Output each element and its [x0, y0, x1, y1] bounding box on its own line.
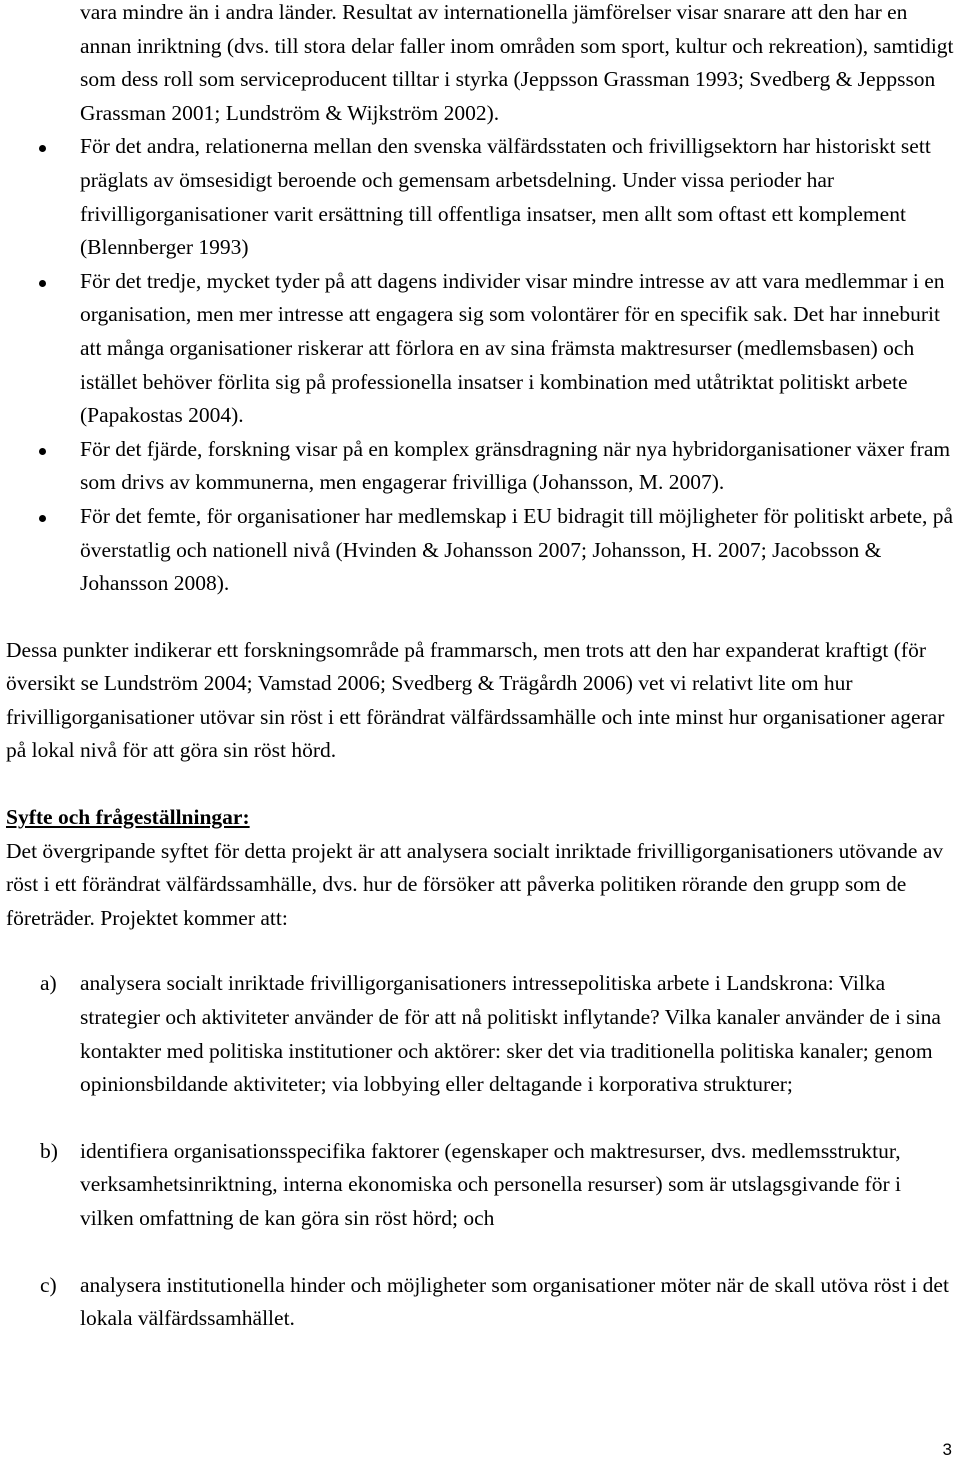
aim-item [6, 1269, 954, 1336]
aim-marker: b) [40, 1138, 58, 1163]
aim-item [6, 967, 954, 1101]
section-heading: Syfte och frågeställningar: [6, 805, 250, 830]
bullet-text: För det tredje, mycket tyder på att dagens individer visar mindre intresse av att vara medlemmar i en organisation, men mer intresse att engagera sig som volontärer för en specifik sak. Det har inneburit att många organisationer riskerar att förlora en av sina främsta maktresurser (medlemsbasen) och istället behöver förlita sig på professionella insatser i kombination med utåtriktat politiskt arbete (Papakostas 2004). [80, 268, 945, 428]
summary-paragraph: Dessa punkter indikerar ett forskningsområde på frammarsch, men trots att den har expanderat kraftigt (för översikt se Lundström 2004; Vamstad 2006; Svedberg & Trägårdh 2006) vet vi relativt lite om hur frivilligorganisationer utövar sin röst i ett förändrat välfärdssamhälle och inte minst hur organisationer agerar på lokal nivå för att göra sin röst hörd. [6, 637, 945, 763]
document-page [6, 0, 954, 1336]
bullet-dot-icon [39, 448, 46, 455]
bullet-text: För det andra, relationerna mellan den svenska välfärdsstaten och frivilligsektorn har historiskt sett präglats av ömsesidigt beroende och gemensam arbetsdelning. Under vissa perioder har frivilligorganisationer varit ersättning till offentliga insatser, men allt som oftast ett komplement (Blennberger 1993) [80, 134, 931, 260]
bullet-text: För det femte, för organisationer har medlemskap i EU bidragit till möjligheter för politiskt arbete, på överstatlig och nationell nivå (Hvinden & Johansson 2007; Johansson, H. 2007; Jacobsson & Johansson 2008). [80, 503, 954, 596]
bullet-item [6, 433, 954, 500]
bullet-item [6, 130, 954, 264]
aim-item [6, 1135, 954, 1236]
aim-marker: a) [40, 971, 57, 996]
bullet-dot-icon [39, 280, 46, 287]
bullet-item [6, 265, 954, 433]
bullet-item [6, 500, 954, 601]
aim-text: analysera institutionella hinder och möjligheter som organisationer möter när de skall utöva röst i det lokala välfärdssamhället. [80, 1272, 949, 1331]
aim-text: analysera socialt inriktade frivilligorganisationers intressepolitiska arbete i Landskrona: Vilka strategier och aktiviteter använder de för att nå politiskt inflytande? Vilka kanaler använder de i sina kontakter med politiska institutioner och aktörer: sker det via traditionella politiska kanaler; genom opinionsbildande aktiviteter; via lobbying eller deltagande i korporativa strukturer; [80, 971, 941, 1097]
aim-marker: c) [40, 1272, 57, 1297]
bullet-dot-icon [39, 515, 46, 522]
page-number: 3 [942, 1440, 952, 1459]
bullet-dot-icon [39, 145, 46, 152]
bullet-list [6, 130, 954, 600]
aim-text: identifiera organisationsspecifika faktorer (egenskaper och maktresurser, dvs. medlemsstruktur, verksamhetsinriktning, interna ekonomiska och personella resurser) som är utslagsgivande för i vilken omfattning de kan göra sin röst hörd; och [80, 1138, 901, 1230]
continued-bullet-text: vara mindre än i andra länder. Resultat av internationella jämförelser visar snarare att den har en annan inriktning (dvs. till stora delar faller inom områden som sport, kultur och rekreation), samtidigt som dess roll som serviceproducent tilltar i styrka (Jeppsson Grassman 1993; Svedberg & Jeppsson Grassman 2001; Lundström & Wijkström 2002). [80, 0, 954, 125]
bullet-text: För det fjärde, forskning visar på en komplex gränsdragning när nya hybridorganisationer växer fram som drivs av kommunerna, men engagerar frivilliga (Johansson, M. 2007). [80, 436, 951, 495]
purpose-paragraph: Det övergripande syftet för detta projekt är att analysera socialt inriktade frivilligorganisationers utövande av röst i ett förändrat välfärdssamhälle, dvs. hur de försöker att påverka politiken rörande den grupp som de företräder. Projektet kommer att: [6, 838, 944, 930]
aims-list [6, 967, 954, 1335]
